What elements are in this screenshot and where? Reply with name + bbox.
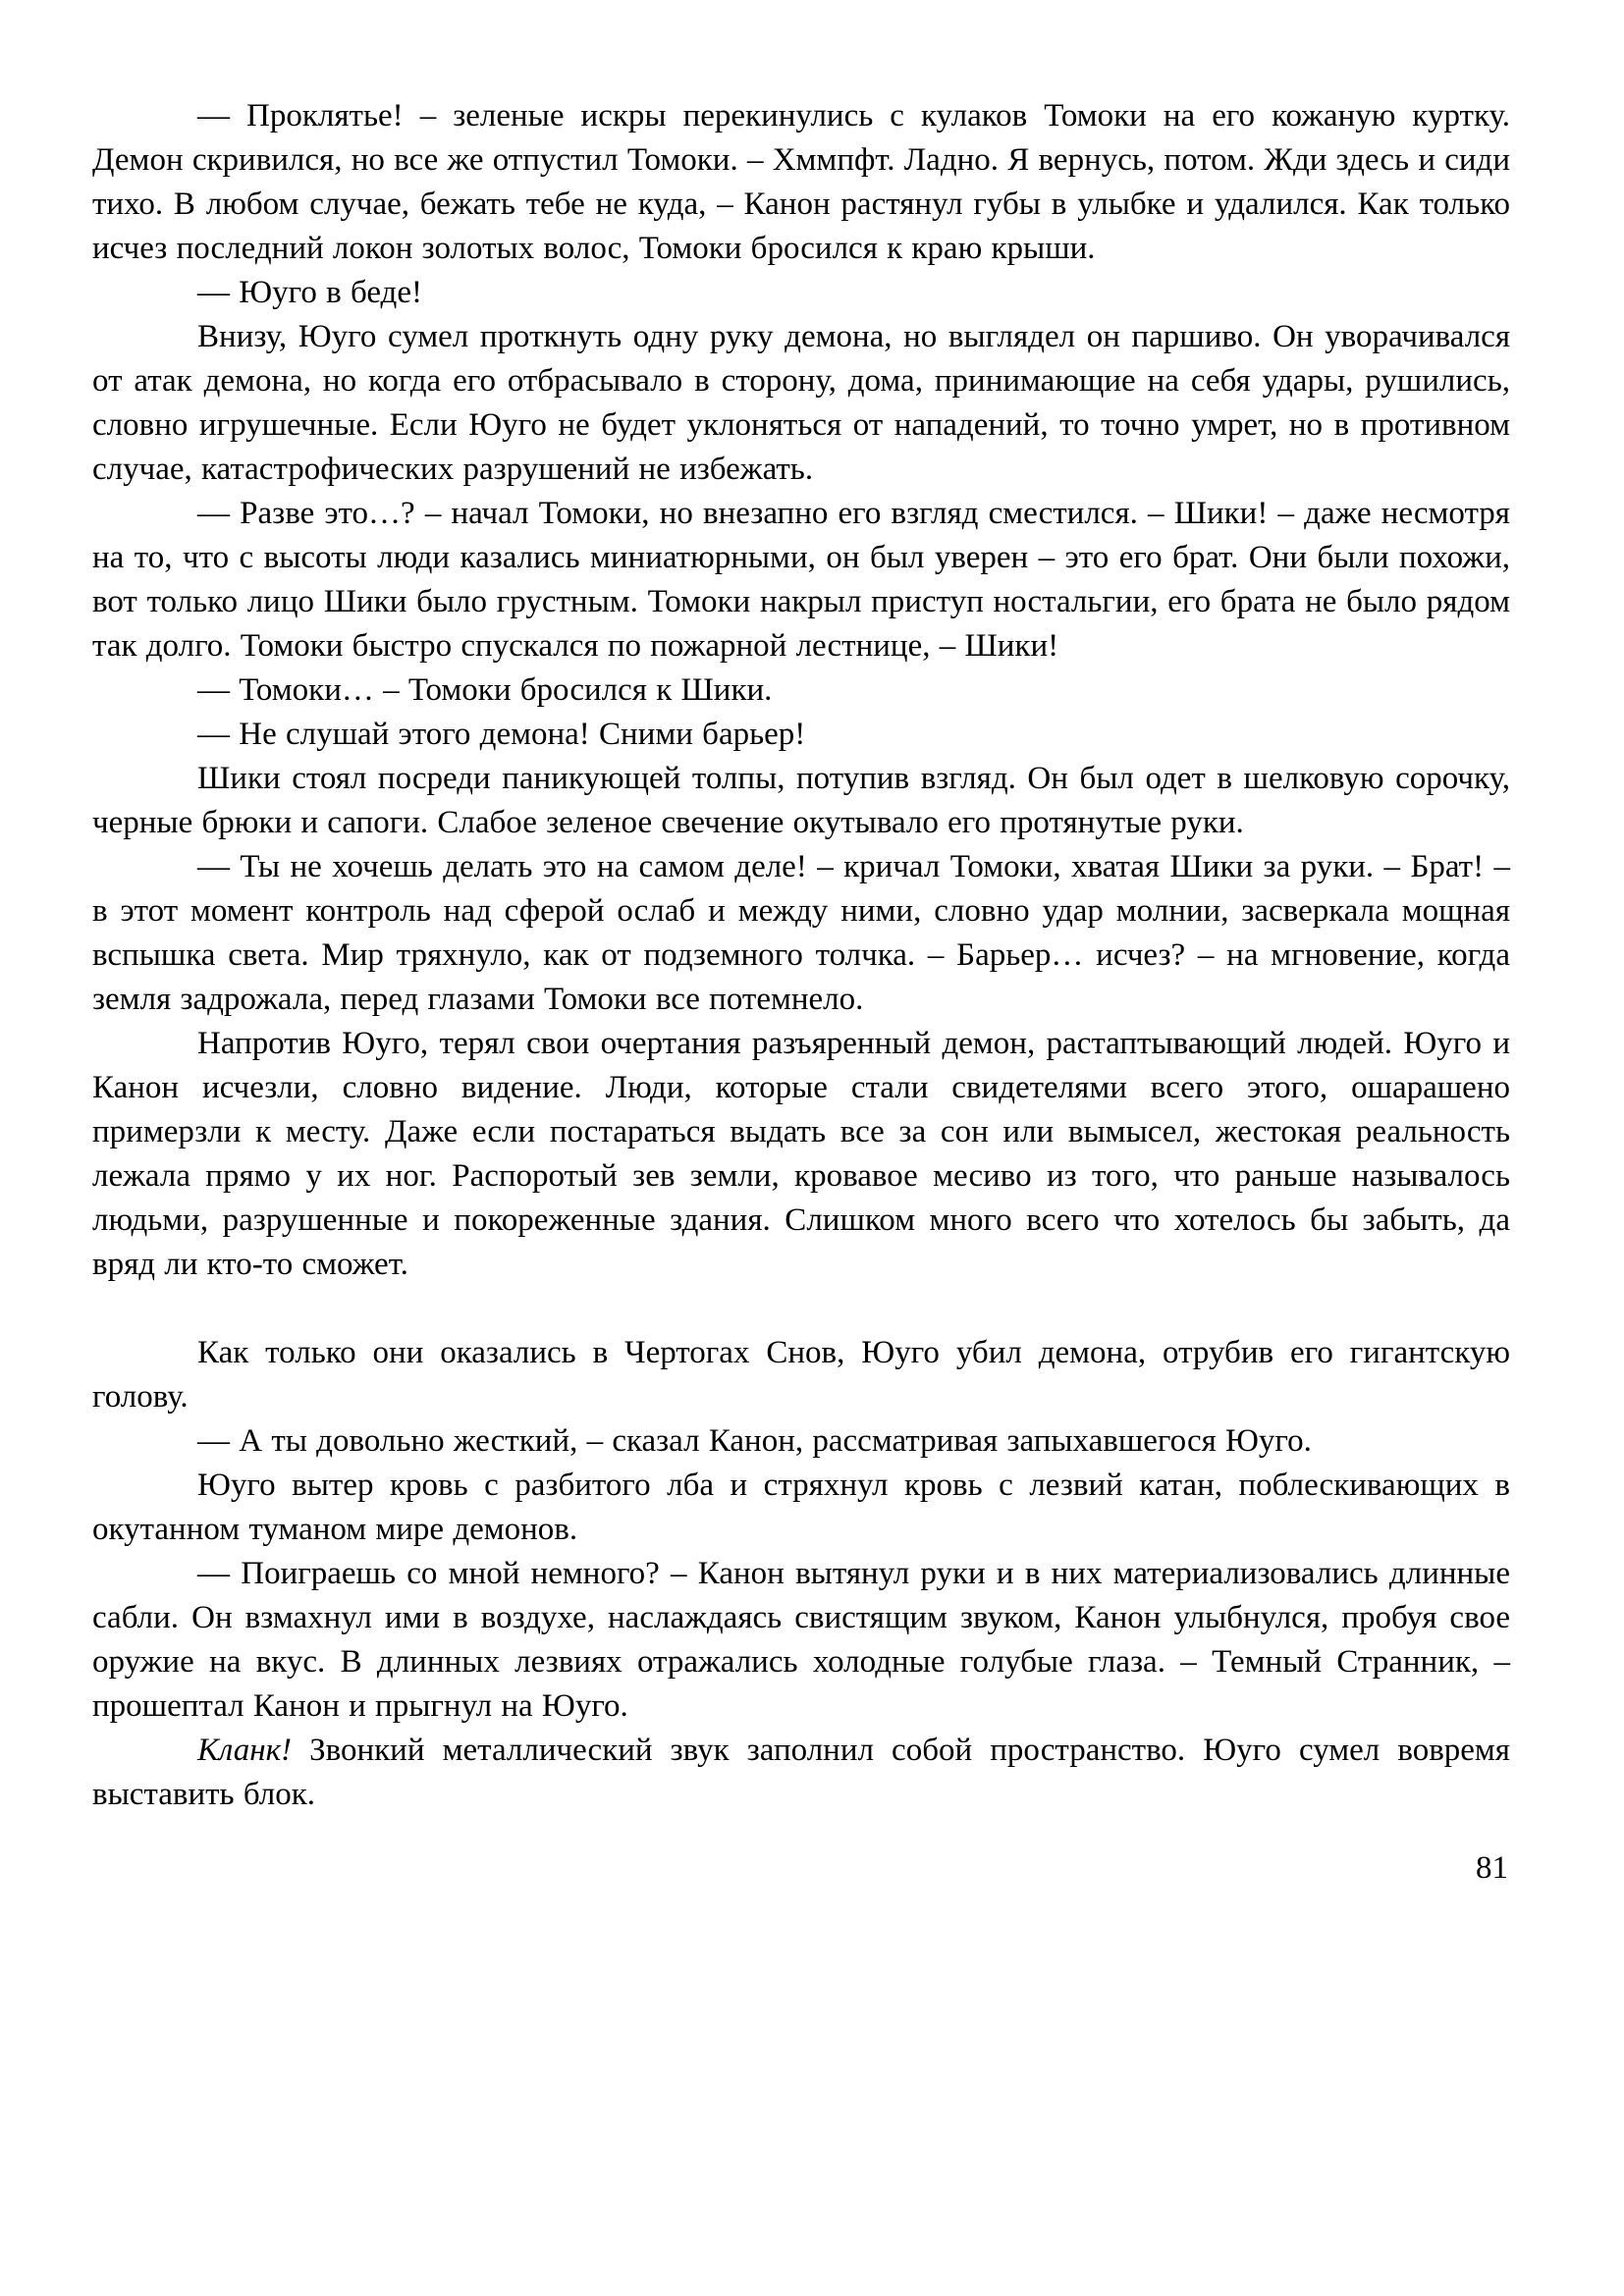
paragraph-text: Звонкий металлический звук заполнил собой пространство. Юуго сумел вовремя выставить блок. bbox=[92, 1733, 1510, 1812]
paragraph: Как только они оказались в Чертогах Снов, Юуго убил демона, отрубив его гигантскую голову. bbox=[92, 1335, 1510, 1415]
paragraph: — Проклятье! – зеленые искры перекинулись с кулаков Томоки на его кожаную куртку. Демон скривился, но все же отпустил Томоки. – Хммпфт. Ладно. Я вернусь, потом. Жди здесь и сиди тихо. В любом случае, бежать тебе не куда, – Канон растянул губы в улыбке и удалился. Как только исчез последний локон золотых волос, Томоки бросился к краю крыши. bbox=[92, 98, 1510, 266]
paragraph: — А ты довольно жесткий, – сказал Канон, рассматривая запыхавшегося Юуго. bbox=[197, 1423, 1312, 1459]
paragraph: Юуго вытер кровь с разбитого лба и стряхнул кровь с лезвий катан, поблескивающих в окутанном туманом мире демонов. bbox=[92, 1468, 1510, 1547]
paragraph: Внизу, Юуго сумел проткнуть одну руку демона, но выглядел он паршиво. Он уворачивался от атак демона, но когда его отбрасывало в сторону, дома, принимающие на себя удары, рушились, словно игрушечные. Если Юуго не будет уклоняться от нападений, то точно умрет, но в противном случае, катастрофических разрушений не избежать. bbox=[92, 319, 1510, 487]
paragraph: — Ты не хочешь делать это на самом деле! – кричал Томоки, хватая Шики за руки. – Брат! – в этот момент контроль над сферой ослаб и между ними, словно удар молнии, засверкала мощная вспышка света. Мир тряхнуло, как от подземного толчка. – Барьер… исчез? – на мгновение, когда земля задрожала, перед глазами Томоки все потемнело. bbox=[92, 849, 1510, 1017]
paragraph bbox=[92, 1729, 1510, 1817]
paragraph: — Не слушай этого демона! Сними барьер! bbox=[197, 717, 806, 752]
paragraph: Напротив Юуго, терял свои очертания разъяренный демон, растаптывающий людей. Юуго и Канон исчезли, словно видение. Люди, которые стали свидетелями всего этого, ошарашено примерзли к месту. Даже если постараться выдать все за сон или вымысел, жестокая реальность лежала прямо у их ног. Распоротый зев земли, кровавое месиво из того, что раньше называлось людьми, разрушенные и покореженные здания. Слишком много всего что хотелось бы забыть, да вряд ли кто-то сможет. bbox=[92, 1026, 1510, 1282]
paragraph: — Поиграешь со мной немного? – Канон вытянул руки и в них материализовались длинные сабли. Он взмахнул ими в воздухе, наслаждаясь свистящим звуком, Канон улыбнулся, пробуя свое оружие на вкус. В длинных лезвиях отражались холодные голубые глаза. – Темный Странник, – прошептал Канон и прыгнул на Юуго. bbox=[92, 1556, 1510, 1724]
paragraph: — Томоки… – Томоки бросился к Шики. bbox=[197, 672, 773, 708]
sound-effect-word: Кланк! bbox=[197, 1733, 293, 1768]
text-block bbox=[92, 94, 1510, 1817]
page-number: 81 bbox=[1476, 1850, 1508, 1886]
paragraph: Шики стоял посреди паникующей толпы, потупив взгляд. Он был одет в шелковую сорочку, черные брюки и сапоги. Слабое зеленое свечение окутывало его протянутые руки. bbox=[92, 761, 1510, 840]
paragraph: — Разве это…? – начал Томоки, но внезапно его взгляд сместился. – Шики! – даже несмотря на то, что с высоты люди казались миниатюрными, он был уверен – это его брат. Они были похожи, вот только лицо Шики было грустным. Томоки накрыл приступ ностальгии, его брата не было рядом так долго. Томоки быстро спускался по пожарной лестнице, – Шики! bbox=[92, 496, 1510, 664]
paragraph: — Юуго в беде! bbox=[197, 275, 422, 310]
